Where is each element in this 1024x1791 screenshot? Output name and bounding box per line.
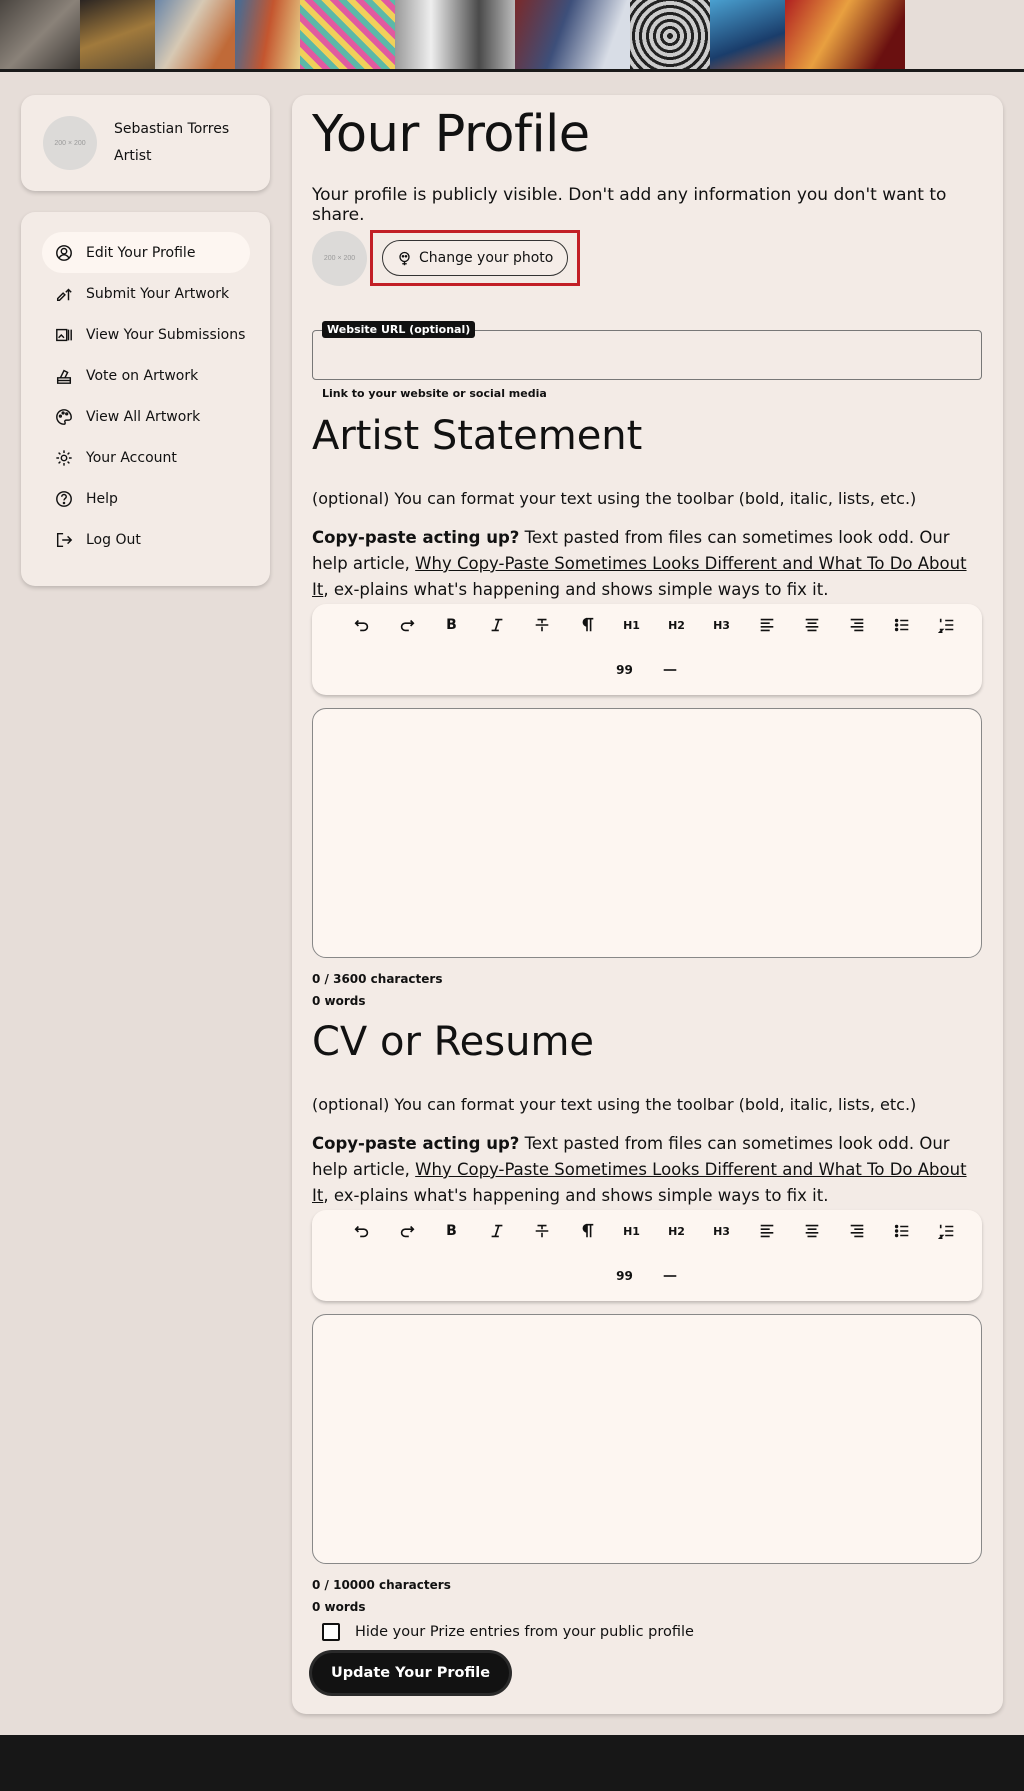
align-center-button[interactable] bbox=[789, 610, 834, 640]
numbered-list-button[interactable] bbox=[924, 610, 969, 640]
copy-note-text: , ex-plains what's happening and shows simple ways to fix it. bbox=[323, 580, 829, 599]
user-role: Artist bbox=[114, 148, 152, 164]
hide-entries-checkbox[interactable] bbox=[322, 1623, 340, 1641]
banner-artwork-1 bbox=[0, 0, 80, 72]
align-left-button[interactable] bbox=[744, 610, 789, 640]
heading3-button[interactable]: H3 bbox=[713, 618, 730, 632]
sidebar-item-label: Help bbox=[86, 490, 118, 507]
bold-button[interactable]: B bbox=[446, 617, 457, 633]
blockquote-button[interactable]: 99 bbox=[616, 1269, 633, 1283]
paragraph-icon bbox=[578, 1222, 596, 1240]
change-photo-button[interactable] bbox=[382, 240, 568, 276]
undo-button[interactable] bbox=[339, 1216, 384, 1246]
artist-statement-word-count: 0 words bbox=[312, 994, 366, 1008]
numbered-list-icon bbox=[938, 1222, 956, 1240]
banner-artwork-10 bbox=[785, 0, 905, 72]
copy-paste-help-link[interactable]: Why Copy-Paste Sometimes Looks Different and What To Do About It bbox=[312, 1160, 967, 1205]
redo-icon bbox=[398, 1222, 416, 1240]
sidebar-item-label: Your Account bbox=[86, 449, 177, 466]
bullet-list-icon bbox=[893, 1222, 911, 1240]
artist-statement-counter bbox=[312, 968, 442, 1012]
help-circle-icon bbox=[54, 489, 74, 509]
sidebar-item-label: View All Artwork bbox=[86, 408, 201, 425]
strikethrough-icon bbox=[533, 616, 551, 634]
copy-note-text: , ex-plains what's happening and shows simple ways to fix it. bbox=[323, 1186, 829, 1205]
heading1-button[interactable]: H1 bbox=[623, 1224, 640, 1238]
toolbar-row bbox=[339, 1216, 969, 1246]
align-left-icon bbox=[758, 1222, 776, 1240]
align-center-icon bbox=[803, 1222, 821, 1240]
strikethrough-button[interactable] bbox=[519, 1216, 564, 1246]
sidebar-item-submit-artwork[interactable] bbox=[42, 273, 250, 314]
copy-note-text: Text pasted from files can sometimes look odd. Our help article, bbox=[312, 528, 950, 573]
horizontal-rule-icon bbox=[661, 661, 679, 679]
redo-button[interactable] bbox=[384, 610, 429, 640]
horizontal-rule-button[interactable] bbox=[647, 655, 692, 685]
artist-statement-char-count: 0 / 3600 characters bbox=[312, 972, 443, 986]
align-right-button[interactable] bbox=[834, 610, 879, 640]
sidebar-item-logout[interactable] bbox=[42, 519, 250, 560]
toolbar-row bbox=[602, 655, 692, 685]
artist-statement-toolbar bbox=[312, 604, 982, 695]
user-name: Sebastian Torres bbox=[114, 121, 230, 137]
sidebar-item-view-all-artwork[interactable] bbox=[42, 396, 250, 437]
artist-statement-optional-text: (optional) You can format your text using the toolbar (bold, italic, lists, etc.) bbox=[312, 489, 917, 508]
cv-copy-note bbox=[312, 1131, 982, 1209]
copy-paste-help-link[interactable]: Why Copy-Paste Sometimes Looks Different and What To Do About It bbox=[312, 554, 967, 599]
user-circle-icon bbox=[54, 243, 74, 263]
cv-editor[interactable] bbox=[312, 1314, 982, 1564]
artwork-banner bbox=[0, 0, 1024, 72]
camera-face-icon bbox=[397, 251, 412, 266]
align-right-button[interactable] bbox=[834, 1216, 879, 1246]
hide-entries-row[interactable] bbox=[322, 1623, 694, 1641]
gear-icon bbox=[54, 448, 74, 468]
change-photo-highlight bbox=[370, 230, 580, 286]
blockquote-button[interactable]: 99 bbox=[616, 663, 633, 677]
horizontal-rule-button[interactable] bbox=[647, 1261, 692, 1291]
gallery-icon bbox=[54, 325, 74, 345]
banner-artwork-6 bbox=[395, 0, 515, 72]
page-footer bbox=[0, 1735, 1024, 1791]
numbered-list-icon bbox=[938, 616, 956, 634]
privacy-notice: Your profile is publicly visible. Don't add any information you don't want to share. bbox=[312, 185, 947, 225]
copy-note-bold: Copy-paste acting up? bbox=[312, 528, 520, 547]
bullet-list-button[interactable] bbox=[879, 610, 924, 640]
italic-icon bbox=[488, 1222, 506, 1240]
undo-icon bbox=[353, 616, 371, 634]
sidebar-item-label: Submit Your Artwork bbox=[86, 285, 230, 302]
update-profile-button[interactable]: Update Your Profile bbox=[312, 1653, 509, 1693]
brush-upload-icon bbox=[54, 284, 74, 304]
toolbar-row bbox=[339, 610, 969, 640]
cv-title: CV or Resume bbox=[312, 1019, 595, 1065]
banner-artwork-9 bbox=[710, 0, 785, 72]
banner-artwork-3 bbox=[155, 0, 235, 72]
undo-button[interactable] bbox=[339, 610, 384, 640]
cv-word-count: 0 words bbox=[312, 1600, 366, 1614]
strikethrough-button[interactable] bbox=[519, 610, 564, 640]
artist-statement-editor[interactable] bbox=[312, 708, 982, 958]
sidebar-item-account[interactable] bbox=[42, 437, 250, 478]
change-photo-label: Change your photo bbox=[419, 250, 554, 266]
website-url-label: Website URL (optional) bbox=[322, 321, 475, 338]
bullet-list-button[interactable] bbox=[879, 1216, 924, 1246]
numbered-list-button[interactable] bbox=[924, 1216, 969, 1246]
align-right-icon bbox=[848, 1222, 866, 1240]
logout-icon bbox=[54, 530, 74, 550]
profile-avatar: 200 × 200 bbox=[312, 231, 367, 286]
heading1-button[interactable]: H1 bbox=[623, 618, 640, 632]
copy-note-text: Text pasted from files can sometimes look odd. Our help article, bbox=[312, 1134, 950, 1179]
undo-icon bbox=[353, 1222, 371, 1240]
sidebar-item-edit-profile[interactable] bbox=[42, 232, 250, 273]
sidebar-item-label: Log Out bbox=[86, 531, 141, 548]
cv-counter bbox=[312, 1574, 451, 1618]
sidebar-item-label: Vote on Artwork bbox=[86, 367, 199, 384]
bold-button[interactable]: B bbox=[446, 1223, 457, 1239]
copy-note-bold: Copy-paste acting up? bbox=[312, 1134, 520, 1153]
hide-entries-label: Hide your Prize entries from your public profile bbox=[355, 1624, 694, 1640]
paragraph-button[interactable] bbox=[564, 1216, 609, 1246]
profile-form-card bbox=[292, 95, 1003, 1714]
sidebar-item-label: Edit Your Profile bbox=[86, 244, 196, 261]
align-left-button[interactable] bbox=[744, 1216, 789, 1246]
banner-artwork-4 bbox=[235, 0, 300, 72]
artist-statement-copy-note bbox=[312, 525, 982, 603]
website-url-help: Link to your website or social media bbox=[322, 387, 547, 400]
palette-icon bbox=[54, 407, 74, 427]
heading2-button[interactable]: H2 bbox=[668, 618, 685, 632]
banner-artwork-5 bbox=[300, 0, 395, 72]
toolbar-row bbox=[602, 1261, 692, 1291]
sidebar-item-vote[interactable] bbox=[42, 355, 250, 396]
heading3-button[interactable]: H3 bbox=[713, 1224, 730, 1238]
sidebar-item-label: View Your Submissions bbox=[86, 326, 246, 343]
strikethrough-icon bbox=[533, 1222, 551, 1240]
align-right-icon bbox=[848, 616, 866, 634]
paragraph-icon bbox=[578, 616, 596, 634]
italic-button[interactable] bbox=[474, 610, 519, 640]
align-left-icon bbox=[758, 616, 776, 634]
banner-artwork-8 bbox=[630, 0, 710, 72]
photo-row bbox=[312, 230, 580, 286]
banner-artwork-7 bbox=[515, 0, 630, 72]
italic-icon bbox=[488, 616, 506, 634]
sidebar-item-view-submissions[interactable] bbox=[42, 314, 250, 355]
artist-statement-title: Artist Statement bbox=[312, 413, 643, 459]
heading2-button[interactable]: H2 bbox=[668, 1224, 685, 1238]
user-card bbox=[21, 95, 270, 191]
page-title: Your Profile bbox=[312, 105, 590, 164]
banner-artwork-2 bbox=[80, 0, 155, 72]
bullet-list-icon bbox=[893, 616, 911, 634]
sidebar-item-help[interactable] bbox=[42, 478, 250, 519]
italic-button[interactable] bbox=[474, 1216, 519, 1246]
align-center-button[interactable] bbox=[789, 1216, 834, 1246]
cv-char-count: 0 / 10000 characters bbox=[312, 1578, 451, 1592]
redo-icon bbox=[398, 616, 416, 634]
user-avatar: 200 × 200 bbox=[43, 116, 97, 170]
cv-toolbar bbox=[312, 1210, 982, 1301]
redo-button[interactable] bbox=[384, 1216, 429, 1246]
paragraph-button[interactable] bbox=[564, 610, 609, 640]
horizontal-rule-icon bbox=[661, 1267, 679, 1285]
cv-optional-text: (optional) You can format your text using the toolbar (bold, italic, lists, etc.) bbox=[312, 1095, 917, 1114]
sidebar-nav bbox=[21, 212, 270, 586]
ballot-box-icon bbox=[54, 366, 74, 386]
user-info bbox=[114, 116, 229, 170]
align-center-icon bbox=[803, 616, 821, 634]
